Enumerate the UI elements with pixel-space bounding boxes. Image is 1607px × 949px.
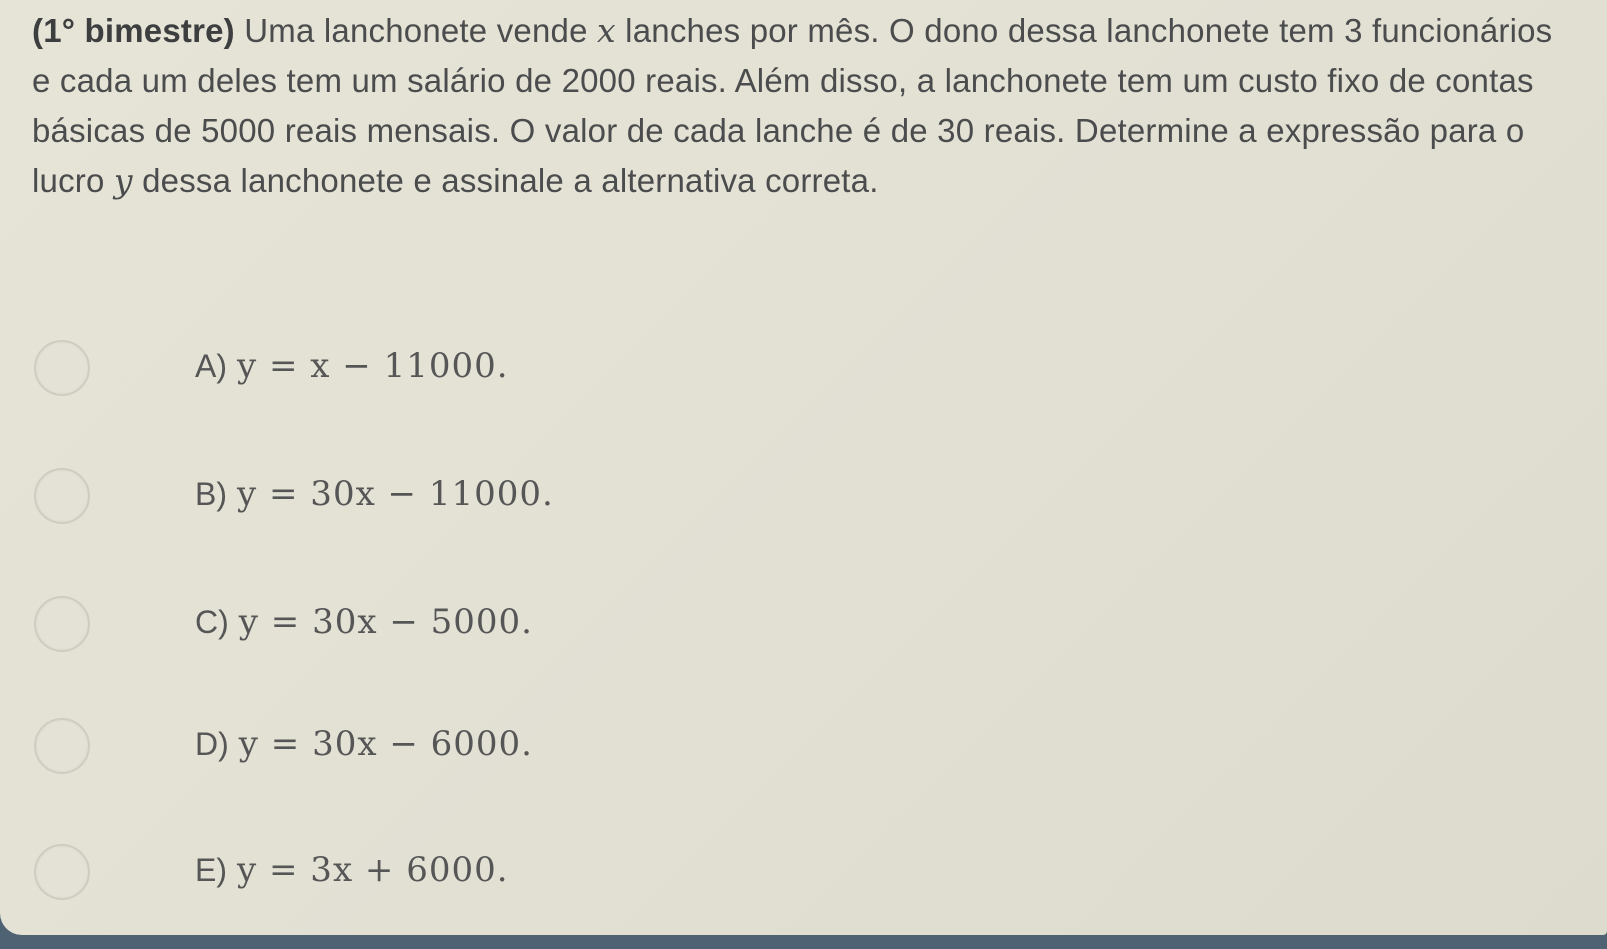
option-b-letter: B) — [195, 476, 227, 512]
variable-x: x — [597, 11, 616, 50]
question-text-part-1: Uma lanchonete vende — [234, 12, 597, 49]
option-a[interactable] — [0, 332, 900, 402]
radio-button-b[interactable] — [34, 468, 90, 524]
radio-button-a[interactable] — [34, 340, 90, 396]
radio-button-c[interactable] — [34, 596, 90, 652]
option-d[interactable] — [0, 710, 900, 780]
option-e[interactable] — [0, 836, 900, 906]
option-b-text — [195, 474, 554, 514]
option-a-letter: A) — [195, 348, 227, 384]
option-c-formula: y = 30x − 5000. — [238, 602, 533, 642]
option-b-formula: y = 30x − 11000. — [237, 474, 554, 514]
question-text-part-2: lanches por mês. O dono dessa lanchonete tem 3 funcionários e cada um deles tem um salário de 2000 reais. Além disso, a lanchonete tem um custo fixo de contas básicas de 5000 reais mensais. O valor de cada lanche é de 30 reais. Determine a expressão para o lucro — [32, 12, 1553, 199]
option-c[interactable] — [0, 588, 900, 658]
option-c-letter: C) — [195, 604, 229, 640]
option-e-formula: y = 3x + 6000. — [237, 850, 509, 890]
option-e-text — [195, 850, 509, 890]
option-a-text — [195, 346, 509, 386]
option-d-letter: D) — [195, 726, 229, 762]
option-c-text — [195, 602, 533, 642]
variable-y: y — [113, 161, 133, 200]
option-d-text — [195, 724, 533, 764]
option-d-formula: y = 30x − 6000. — [238, 724, 533, 764]
option-b[interactable] — [0, 460, 900, 530]
question-text — [32, 6, 1577, 206]
option-e-letter: E) — [195, 852, 227, 888]
question-label: (1° bimestre) — [32, 12, 235, 49]
question-text-part-3: dessa lanchonete e assinale a alternativa correta. — [132, 162, 879, 199]
option-a-formula: y = x − 11000. — [237, 346, 509, 386]
radio-button-d[interactable] — [34, 718, 90, 774]
radio-button-e[interactable] — [34, 844, 90, 900]
